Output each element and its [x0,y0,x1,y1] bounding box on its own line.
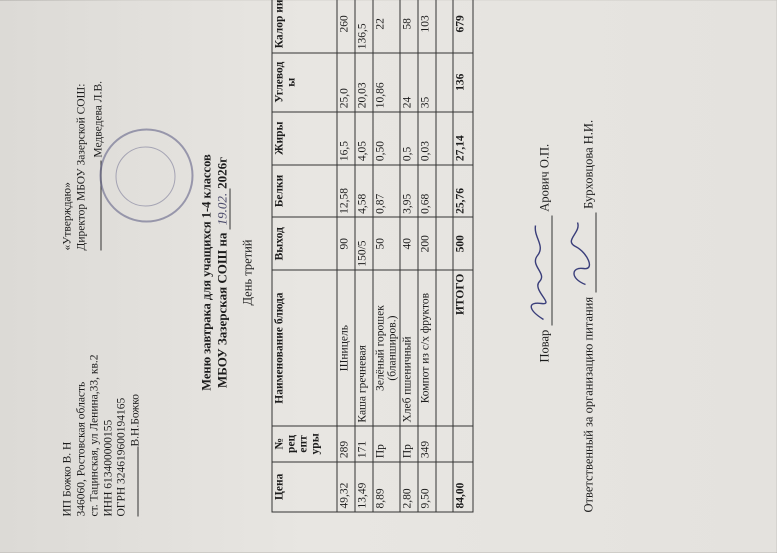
approval-director [89,11,107,251]
cell-fat: 4,05 [355,112,373,165]
table-header-row [272,0,337,512]
director-name: Медведева Л.В. [92,80,105,158]
cell-kcal: 260 [337,0,355,53]
cell-empty [436,165,453,218]
header-carbs: Углевод ы [272,53,337,112]
company-name: ИП Божко В. Н [61,441,74,517]
stamp-inner-ring [116,147,176,207]
table-row [373,0,400,512]
cell-protein: 12,58 [337,165,355,218]
header-output: Выход [272,217,337,270]
cell-recipe: 289 [337,426,355,462]
cook-name: Арович О.П. [537,143,552,212]
total-carbs: 136 [453,53,473,112]
cell-recipe: 349 [418,426,436,462]
cell-empty [453,426,473,462]
cell-carbs: 25,0 [337,53,355,112]
company-ogrn: ОГРН 324619600194165 [115,397,128,517]
company-address-1: 346060, Ростовская область [75,381,87,517]
cell-dish: Каша гречневая [355,270,373,426]
cell-empty [436,53,453,112]
total-fat: 27,14 [453,112,473,165]
table-row [400,0,418,512]
cell-output: 90 [337,217,355,270]
cell-dish: Компот из с/х фруктов [418,270,436,426]
table-row [418,0,436,512]
cell-fat: 0,50 [373,112,400,165]
document-title [200,33,256,513]
cell-empty [436,426,453,462]
menu-document-sheet [0,1,777,553]
cell-fat: 0,03 [418,112,436,165]
responsible-name: Бурховцова Н.И. [581,119,596,209]
signature-line [137,447,138,517]
title-line-1: Меню завтрака для учащихся 1-4 классов [199,154,214,391]
header-kcal: Калор ии [272,0,337,53]
official-stamp [100,129,194,223]
approval-block [62,11,107,251]
header-fat: Жиры [272,112,337,165]
cook-signature-row [538,3,553,363]
cell-protein: 0,87 [373,165,400,218]
cook-label: Повар [537,329,552,363]
cell-price: 2,80 [400,462,418,512]
title-date: 19.02. [215,189,231,230]
cell-empty [436,217,453,270]
cell-recipe: 171 [355,426,373,462]
cell-protein: 0,68 [418,165,436,218]
cell-carbs: 35 [418,53,436,112]
total-output: 500 [453,217,473,270]
cell-output: 50 [373,217,400,270]
table-row-empty [436,0,453,512]
approval-heading: «Утверждаю» [61,182,74,251]
table-row [337,0,355,512]
cell-dish: Зелёный горошек (бланширов.) [373,270,400,426]
cell-recipe: Пр [373,426,400,462]
company-signature-name: В.Н.Божко [129,394,141,447]
cell-empty [436,112,453,165]
cell-price: 8,89 [373,462,400,512]
menu-table [272,0,474,513]
cell-recipe: Пр [400,426,418,462]
cell-empty [436,270,453,426]
cell-dish: Шницель [337,270,355,426]
company-signature [129,257,143,517]
cell-protein: 4,58 [355,165,373,218]
cell-price: 49,32 [337,462,355,512]
cell-price: 13,49 [355,462,373,512]
total-kcal: 679 [453,0,473,53]
title-line-2 [215,33,231,513]
header-price: Цена [272,462,337,512]
cell-kcal: 22 [373,0,400,53]
cell-protein: 3,95 [400,165,418,218]
cell-dish: Хлеб пшеничный [400,270,418,426]
table-row [355,0,373,512]
title-year: 2026г [214,156,230,189]
cell-output: 150/5 [355,217,373,270]
company-inn: ИНН 613400000155 [102,419,114,517]
cell-kcal: 136,5 [355,0,373,53]
responsible-signature-row [582,3,597,513]
cell-kcal: 58 [400,0,418,53]
cell-fat: 0,5 [400,112,418,165]
responsible-label: Ответственный за организацию питания [581,296,596,513]
total-protein: 25,76 [453,165,473,218]
responsible-signature-scribble [568,213,594,293]
company-address-2: ст. Тацинская, ул Ленина,33, кв.2 [88,354,101,517]
cook-signature-scribble [524,216,550,326]
cell-output: 40 [400,217,418,270]
total-label: ИТОГО [453,270,473,426]
cell-empty [436,0,453,53]
cell-carbs: 24 [400,53,418,112]
header-dish: Наименование блюда [272,270,337,426]
header-protein: Белки [272,165,337,218]
cell-empty [436,462,453,512]
title-school: МБОУ Зазерская СОШ на [214,232,230,389]
cell-fat: 16,5 [337,112,355,165]
responsible-signature-line [582,213,597,293]
menu-day: День третий [240,239,255,306]
company-details [62,257,143,517]
table-total-row [453,0,473,512]
cell-carbs: 20,03 [355,53,373,112]
header-recipe: № рец епт уры [272,426,337,462]
cell-carbs: 10,86 [373,53,400,112]
cell-price: 9,50 [418,462,436,512]
cell-kcal: 103 [418,0,436,53]
cook-signature-line [538,216,553,326]
approval-position: Директор МБОУ Зазерской СОШ: [75,83,87,251]
cell-output: 200 [418,217,436,270]
total-price: 84,00 [453,462,473,512]
